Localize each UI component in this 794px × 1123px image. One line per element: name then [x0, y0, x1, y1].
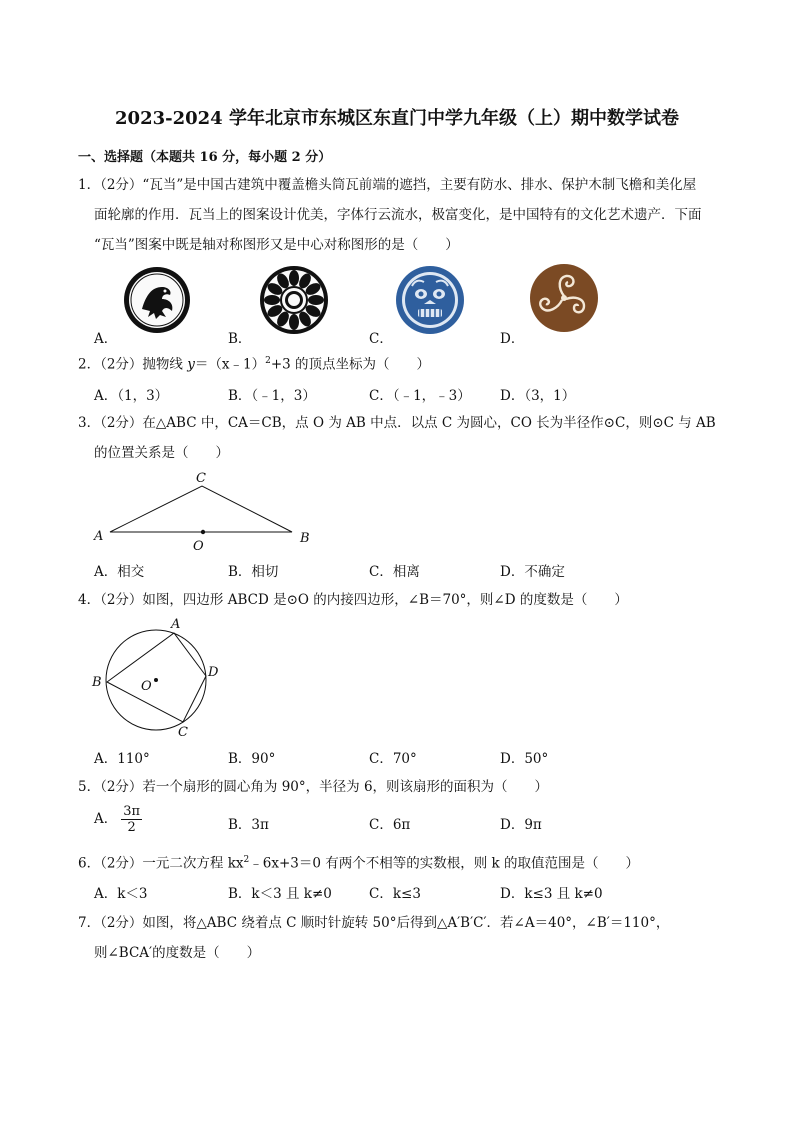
q4-option-d[interactable]: D．50°	[500, 751, 549, 767]
q7-stem-line2: 则∠BCA′的度数是（ ）	[94, 945, 261, 961]
q1-stem-line2: 面轮廓的作用．瓦当上的图案设计优美，字体行云流水，极富变化，是中国特有的文化艺术遗产．下面	[94, 207, 702, 223]
q1-option-b[interactable]: B．	[228, 331, 252, 347]
q6-stem-prefix: 6．（2分）一元二次方程 kx	[78, 855, 244, 872]
q3-stem-line1: 3．（2分）在△ABC 中，CA＝CB，点 O 为 AB 中点．以点 C 为圆心，CO 长为半径作⊙C，则⊙C 与 AB	[78, 415, 716, 431]
q1-option-a[interactable]: A．	[94, 331, 118, 347]
q3-label-o: O	[193, 539, 204, 554]
q6-option-b[interactable]: B．k＜3 且 k≠0	[228, 886, 332, 902]
q4-stem-line1: 4．（2分）如图，四边形 ABCD 是⊙O 的内接四边形，∠B＝70°，则∠D 的度数是（ ）	[78, 592, 628, 608]
q6-option-d[interactable]: D．k≤3 且 k≠0	[500, 886, 603, 902]
q6-stem-suffix: ﹣6x+3＝0 有两个不相等的实数根，则 k 的取值范围是（ ）	[249, 855, 639, 872]
q5-option-a[interactable]	[94, 804, 142, 835]
q4-option-a[interactable]: A．110°	[94, 751, 150, 767]
q3-option-b[interactable]: B．相切	[228, 564, 279, 580]
q2-stem	[78, 352, 430, 374]
q2-stem-prefix: 2．（2分）抛物线	[78, 356, 188, 373]
q5-option-d[interactable]: D．9π	[500, 817, 542, 833]
section-heading-choice: 一、选择题（本题共 16 分，每小题 2 分）	[78, 150, 332, 165]
q6-option-c[interactable]: C．k≤3	[369, 886, 421, 902]
q4-label-o: O	[141, 679, 152, 694]
q3-triangle-figure	[90, 466, 330, 556]
q2-option-c[interactable]: C．（﹣1，﹣3）	[369, 388, 471, 404]
q6-stem	[78, 851, 639, 873]
q5-fraction-numerator: 3π	[123, 804, 141, 819]
q1-tile-beast-image	[122, 265, 192, 335]
q5-option-a-prefix: A．	[94, 811, 118, 827]
q5-option-a-fraction	[121, 804, 142, 835]
q4-circle-figure	[86, 612, 236, 742]
q7-stem-line1: 7．（2分）如图，将△ABC 绕着点 C 顺时针旋转 50°后得到△A′B′C′．若∠A＝40°，∠B′＝110°，	[78, 915, 670, 931]
q2-stem-exponent: 2	[265, 356, 271, 366]
q6-option-a[interactable]: A．k＜3	[94, 886, 148, 902]
q2-option-d[interactable]: D．（3，1）	[500, 388, 576, 404]
q4-option-c[interactable]: C．70°	[369, 751, 417, 767]
q1-stem-line1: 1．（2分）“瓦当”是中国古建筑中覆盖檐头筒瓦前端的遮挡，主要有防水、排水、保护木制飞檐和美化屋	[78, 177, 697, 193]
q3-stem-line2: 的位置关系是（ ）	[94, 445, 229, 461]
q3-option-d[interactable]: D．不确定	[500, 564, 565, 580]
q4-label-a: A	[171, 617, 181, 632]
q1-tile-face-image	[394, 264, 466, 336]
q1-tile-cloud-image	[528, 262, 600, 334]
q5-option-c[interactable]: C．6π	[369, 817, 411, 833]
q3-label-c: C	[196, 471, 206, 486]
q6-stem-exponent: 2	[243, 855, 250, 865]
q2-stem-suffix: +3 的顶点坐标为（ ）	[270, 356, 431, 373]
q5-option-b[interactable]: B．3π	[228, 817, 269, 833]
page-title: 2023-2024 学年北京市东城区东直门中学九年级（上）期中数学试卷	[115, 108, 679, 129]
q2-stem-variable: y	[187, 356, 195, 373]
q3-option-a[interactable]: A．相交	[94, 564, 145, 580]
q4-option-b[interactable]: B．90°	[228, 751, 276, 767]
q5-fraction-denominator: 2	[127, 820, 136, 835]
q1-option-d[interactable]: D．	[500, 331, 525, 347]
q3-option-c[interactable]: C．相离	[369, 564, 420, 580]
q2-option-b[interactable]: B．（﹣1，3）	[228, 388, 316, 404]
q4-label-c: C	[178, 725, 188, 740]
q3-label-a: A	[94, 529, 104, 544]
q2-option-a[interactable]: A．（1，3）	[94, 388, 169, 404]
q5-stem-line1: 5．（2分）若一个扇形的圆心角为 90°，半径为 6，则该扇形的面积为（ ）	[78, 779, 549, 795]
q4-label-b: B	[92, 675, 102, 690]
q3-label-b: B	[300, 531, 310, 546]
q1-tile-lotus-image	[258, 264, 330, 336]
q2-stem-equation: ＝（x﹣1）	[194, 356, 266, 373]
q1-stem-line3: “瓦当”图案中既是轴对称图形又是中心对称图形的是（ ）	[94, 237, 459, 253]
q1-option-c[interactable]: C．	[369, 331, 393, 347]
q4-label-d: D	[208, 665, 219, 680]
